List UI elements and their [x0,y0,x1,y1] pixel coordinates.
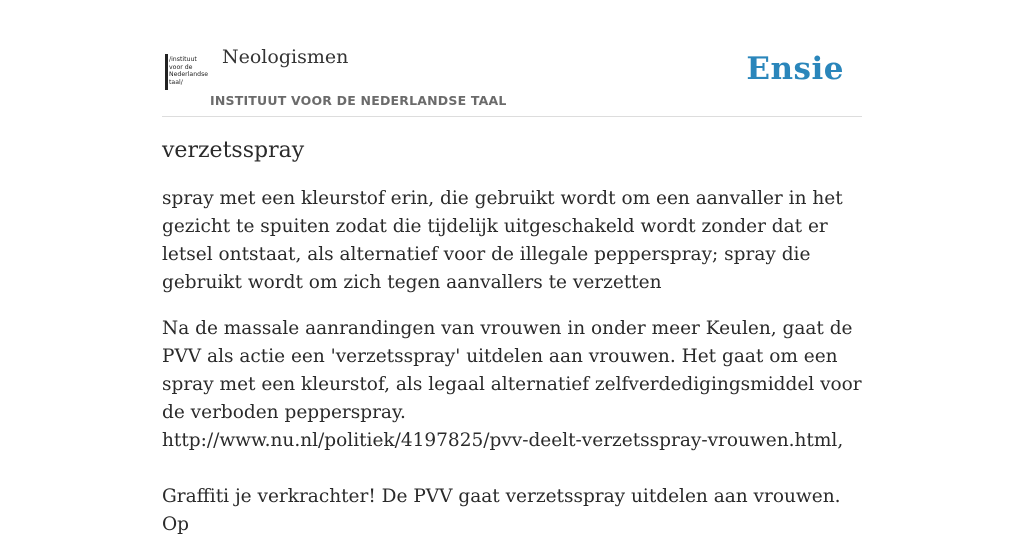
logo-text: /instituut voor de Nederlandse taal/ [169,56,209,86]
definition: spray met een kleurstof erin, die gebruikt wordt om een aanvaller in het gezicht te spuiten zodat die tijdelijk uitgeschakeld wordt zonder dat er letsel ontstaat, als alternatief voor de illegale pepperspray; spray die gebruikt wordt om zich tegen aanvallers te verzetten [162,188,843,293]
logo-bar [165,54,168,90]
site-subtitle: INSTITUUT VOOR DE NEDERLANDSE TAAL [210,93,507,108]
headword: verzetsspray [162,138,305,163]
example-quote: Na de massale aanrandingen van vrouwen in onder meer Keulen, gaat de PVV als actie een 'verzetsspray' uitdelen aan vrouwen. Het gaat om een spray met een kleurstof, als legaal alternatief zelfverdedigingsmiddel voor de verboden pepperspray. http://www.nu.nl/politiek/4197825/pvv-deelt-verzetsspray-vrouwen.html, Graffiti je verkrachter! De PVV gaat verzetsspray uitdelen aan vrouwen. Op [162,318,862,535]
entry-content [162,138,862,539]
ivdnt-logo[interactable] [165,54,207,90]
site-title[interactable]: Neologismen [222,46,349,68]
ensie-logo[interactable]: Ensie [746,51,844,87]
page-header [162,40,862,117]
